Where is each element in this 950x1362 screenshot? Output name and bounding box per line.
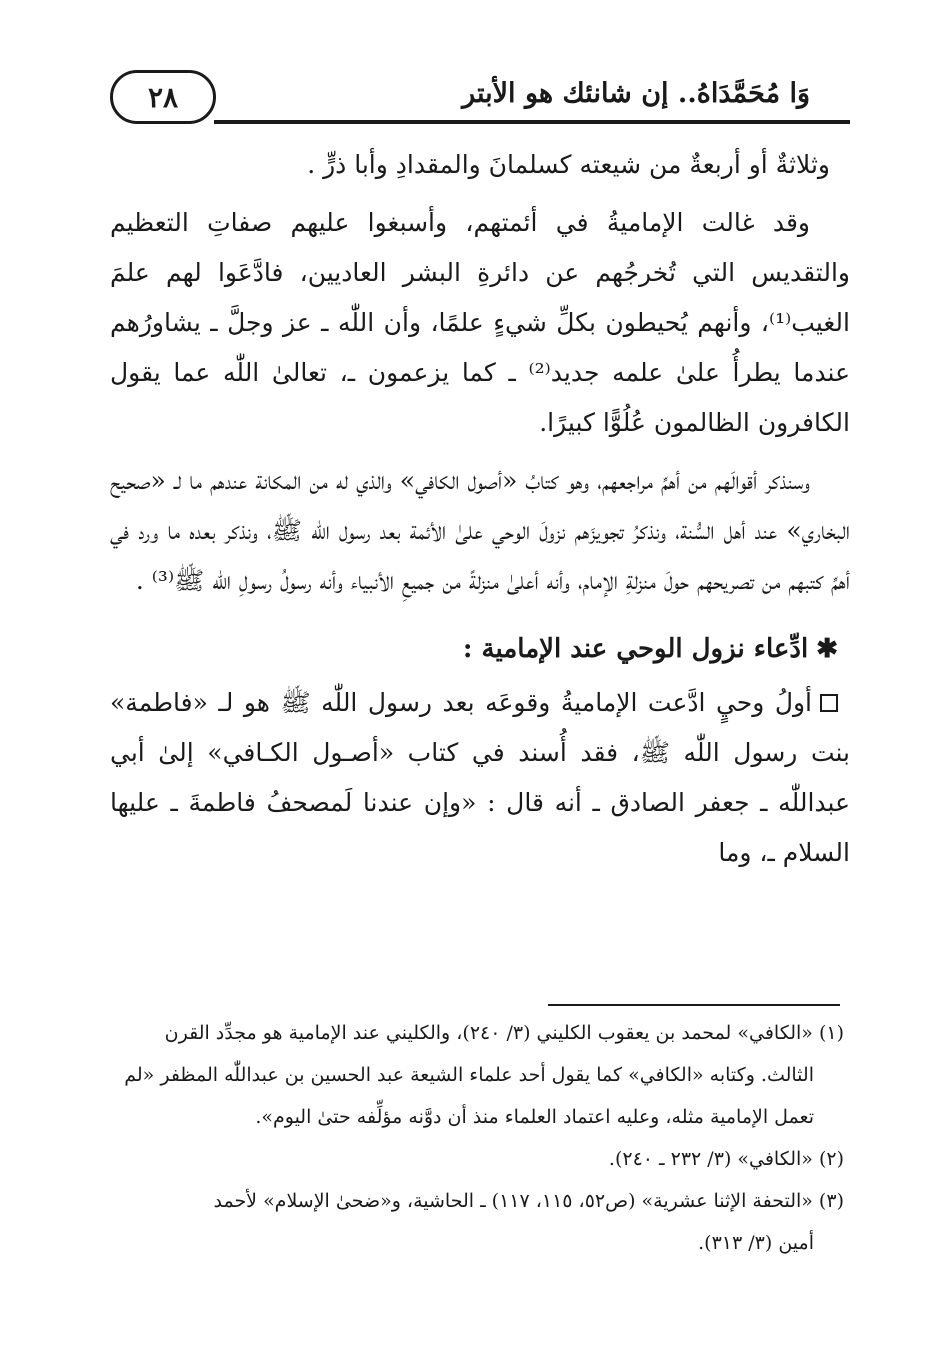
paragraph-2: وسنذكر أقوالَهم من أهمِّ مراجعهم، وهو كتابُ «أصول الكافي» والذي له من المكانة عندهم ما لـ «صحيح البخاري» عند أهل السُّنة، ونذكرُ تجويزَهم نزولَ الوحي علىٰ الأئمة بعد رسول اللّٰه ﷺ، ونذكر بعده ما ورد في أهمِّ كتبهم من تصريحهم حولَ منزلةِ الإمام، وأنه أعلىٰ منزلةً من جميعِ الأنبياء وأنه رسولُ رسولِ اللّٰه ﷺ⁽³⁾ . bbox=[110, 466, 850, 595]
page-header bbox=[110, 68, 850, 126]
footnote-1 bbox=[110, 1012, 850, 1138]
section-heading bbox=[110, 624, 850, 674]
footnote-3-line-2: أمين (٣/ ٣١٣). bbox=[698, 1232, 814, 1254]
footnote-rule bbox=[548, 1004, 840, 1006]
page-number: ٢٨ bbox=[110, 70, 216, 124]
header-rule bbox=[214, 120, 850, 124]
footnote-1-line-1: (١) «الكافي» لمحمد بن يعقوب الكليني (٣/ ٢٤٠)، والكليني عند الإمامية هو مجدِّد القرن bbox=[164, 1022, 844, 1044]
section-heading-text: ادِّعاء نزول الوحي عند الإمامية : bbox=[462, 634, 809, 664]
square-icon bbox=[820, 694, 838, 712]
footnote-1-line-2: الثالث. وكتابه «الكافي» كما يقول أحد علماء الشيعة عبد الحسين بن عبداللّٰه المظفر «لم bbox=[124, 1064, 814, 1086]
footnote-3-line-1: (٣) «التحفة الإثنا عشرية» (ص٥٢، ١١٥، ١١٧) ـ الحاشية، و«ضحىٰ الإسلام» لأحمد bbox=[213, 1190, 844, 1212]
footnotes bbox=[110, 1012, 850, 1264]
main-text bbox=[110, 140, 850, 886]
footnote-2: (٢) «الكافي» (٣/ ٢٣٢ ـ ٢٤٠). bbox=[608, 1148, 844, 1170]
star-icon: ✱ bbox=[816, 634, 838, 664]
paragraph-1: وقد غالت الإماميةُ في أئمتهم، وأسبغوا عليهم صفاتِ التعظيم والتقديس التي تُخرجُهم عن دائرةِ البشر العاديين، فادَّعَوا لهم علمَ الغيب⁽¹⁾، وأنهم يُحيطون بكلِّ شيءٍ علمًا، وأن اللّٰه ـ عز وجلَّ ـ يشاورُهم عندما يطرأُ علىٰ علمه جديد⁽²⁾ ـ كما يزعمون ـ، تعالىٰ اللّٰه عما يقول الكافرون الظالمون عُلُوًّا كبيرًا. bbox=[110, 208, 850, 437]
paragraph-0: وثلاثةٌ أو أربعةٌ من شيعته كسلمانَ والمقدادِ وأبا ذرٍّ . bbox=[307, 150, 830, 179]
footnote-1-line-3: تعمل الإمامية مثله، وعليه اعتماد العلماء منذ أن دوَّنه مؤلِّفه حتىٰ اليوم». bbox=[255, 1106, 814, 1128]
footnote-3 bbox=[110, 1180, 850, 1264]
running-title: وَا مُحَمَّدَاهُ.. إن شانئك هو الأبتر bbox=[462, 78, 810, 109]
paragraph-3-text: أولُ وحيٍ ادَّعت الإماميةُ وقوعَه بعد رسول اللّٰه ﷺ هو لـ «فاطمة» بنت رسول اللّٰه ﷺ، فقد أُسند في كتاب «أصـول الكـافي» إلىٰ أبي عبداللّٰه ـ جعفر الصادق ـ أنه قال : «وإن عندنا لَمصحفُ فاطمةَ ـ عليها السلام ـ، وما bbox=[110, 688, 850, 867]
paragraph-3 bbox=[110, 678, 850, 878]
